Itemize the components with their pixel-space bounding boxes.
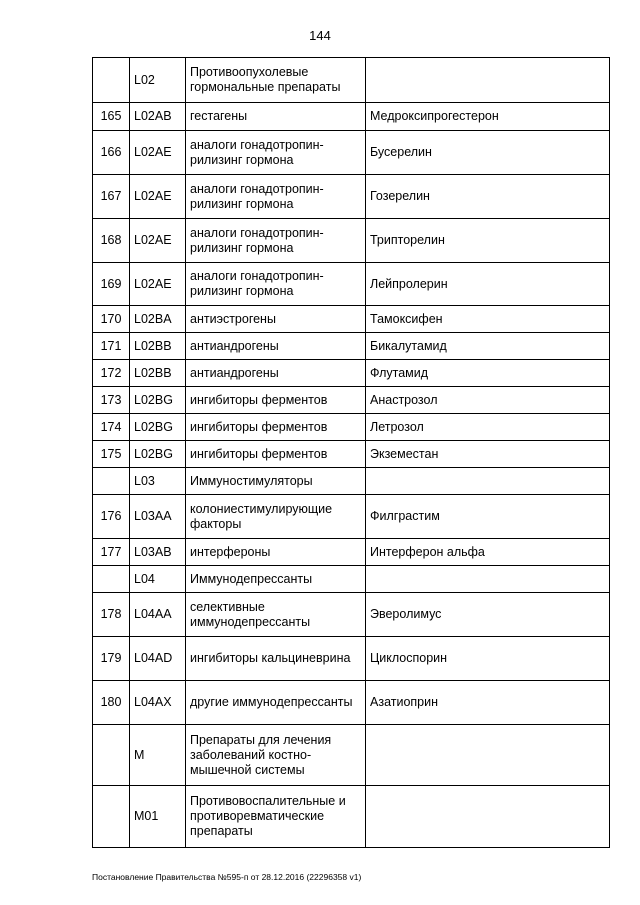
drug-group-cell: антиэстрогены (186, 306, 366, 333)
atc-code-cell: L03AA (130, 495, 186, 539)
drug-group-cell: аналоги гонадотропин-рилизинг гормона (186, 175, 366, 219)
page-number: 144 (309, 28, 331, 43)
atc-code-cell: L02 (130, 58, 186, 103)
drug-group-cell: аналоги гонадотропин-рилизинг гормона (186, 219, 366, 263)
table-row (93, 786, 610, 848)
drug-name-cell: Экземестан (366, 441, 610, 468)
drug-group-cell: ингибиторы ферментов (186, 414, 366, 441)
drug-name-cell (366, 566, 610, 593)
row-number-cell: 166 (93, 131, 130, 175)
drug-name-cell: Бусерелин (366, 131, 610, 175)
row-number-cell: 172 (93, 360, 130, 387)
drug-name-cell: Гозерелин (366, 175, 610, 219)
table-row (93, 306, 610, 333)
drug-group-cell: селективные иммунодепрессанты (186, 593, 366, 637)
drug-group-cell: аналоги гонадотропин-рилизинг гормона (186, 263, 366, 306)
drug-group-cell: интерфероны (186, 539, 366, 566)
drug-group-cell: гестагены (186, 103, 366, 131)
table-row (93, 103, 610, 131)
document-footer: Постановление Правительства №595-п от 28.12.2016 (22296358 v1) (92, 872, 362, 882)
table-row (93, 725, 610, 786)
table-row (93, 681, 610, 725)
atc-code-cell: L02AE (130, 263, 186, 306)
drug-group-cell: антиандрогены (186, 360, 366, 387)
row-number-cell (93, 58, 130, 103)
drug-group-cell: Противовоспалительные и противоревматические препараты (186, 786, 366, 848)
drug-name-cell: Филграстим (366, 495, 610, 539)
drug-name-cell: Циклоспорин (366, 637, 610, 681)
drug-group-cell: ингибиторы ферментов (186, 387, 366, 414)
atc-code-cell: L02BG (130, 414, 186, 441)
table-row (93, 566, 610, 593)
row-number-cell: 179 (93, 637, 130, 681)
atc-code-cell: L04 (130, 566, 186, 593)
atc-code-cell: L02BB (130, 333, 186, 360)
table-row (93, 637, 610, 681)
drug-name-cell: Азатиоприн (366, 681, 610, 725)
table-row (93, 58, 610, 103)
row-number-cell: 167 (93, 175, 130, 219)
table-row (93, 219, 610, 263)
table-row (93, 414, 610, 441)
table-row (93, 360, 610, 387)
atc-code-cell: L02AB (130, 103, 186, 131)
row-number-cell: 171 (93, 333, 130, 360)
table-row (93, 333, 610, 360)
drug-group-cell: Иммунодепрессанты (186, 566, 366, 593)
atc-code-cell: L03 (130, 468, 186, 495)
drug-group-cell: аналоги гонадотропин-рилизинг гормона (186, 131, 366, 175)
atc-code-cell: L04AD (130, 637, 186, 681)
drug-group-cell: антиандрогены (186, 333, 366, 360)
table-row (93, 175, 610, 219)
drug-name-cell (366, 725, 610, 786)
atc-code-cell: L03AB (130, 539, 186, 566)
atc-code-cell: M01 (130, 786, 186, 848)
table-row (93, 263, 610, 306)
atc-code-cell: L04AX (130, 681, 186, 725)
atc-code-cell: L02BA (130, 306, 186, 333)
drug-group-cell: ингибиторы ферментов (186, 441, 366, 468)
drug-group-cell: Иммуностимуляторы (186, 468, 366, 495)
drug-name-cell: Трипторелин (366, 219, 610, 263)
drug-name-cell (366, 468, 610, 495)
row-number-cell: 168 (93, 219, 130, 263)
atc-code-cell: M (130, 725, 186, 786)
row-number-cell: 165 (93, 103, 130, 131)
row-number-cell (93, 725, 130, 786)
row-number-cell (93, 786, 130, 848)
row-number-cell: 169 (93, 263, 130, 306)
drug-group-cell: другие иммунодепрессанты (186, 681, 366, 725)
atc-code-cell: L02AE (130, 131, 186, 175)
table-row (93, 539, 610, 566)
drug-group-cell: ингибиторы кальциневрина (186, 637, 366, 681)
row-number-cell (93, 566, 130, 593)
table-row (93, 131, 610, 175)
drug-name-cell: Интерферон альфа (366, 539, 610, 566)
atc-code-cell: L04AA (130, 593, 186, 637)
drug-name-cell (366, 58, 610, 103)
atc-code-cell: L02BG (130, 441, 186, 468)
atc-code-cell: L02AE (130, 175, 186, 219)
atc-code-cell: L02BB (130, 360, 186, 387)
atc-code-cell: L02AE (130, 219, 186, 263)
drug-name-cell: Бикалутамид (366, 333, 610, 360)
table-row (93, 441, 610, 468)
row-number-cell: 178 (93, 593, 130, 637)
drug-name-cell (366, 786, 610, 848)
drug-group-cell: колониестимулирующие факторы (186, 495, 366, 539)
row-number-cell: 174 (93, 414, 130, 441)
drug-list-table (92, 57, 610, 848)
table-row (93, 387, 610, 414)
drug-name-cell: Эверолимус (366, 593, 610, 637)
row-number-cell: 175 (93, 441, 130, 468)
atc-code-cell: L02BG (130, 387, 186, 414)
row-number-cell: 173 (93, 387, 130, 414)
table-row (93, 495, 610, 539)
drug-name-cell: Тамоксифен (366, 306, 610, 333)
row-number-cell: 180 (93, 681, 130, 725)
drug-name-cell: Летрозол (366, 414, 610, 441)
row-number-cell (93, 468, 130, 495)
drug-group-cell: Препараты для лечения заболеваний костно-мышечной системы (186, 725, 366, 786)
row-number-cell: 170 (93, 306, 130, 333)
row-number-cell: 177 (93, 539, 130, 566)
drug-group-cell: Противоопухолевые гормональные препараты (186, 58, 366, 103)
table-row (93, 593, 610, 637)
row-number-cell: 176 (93, 495, 130, 539)
drug-name-cell: Лейпролерин (366, 263, 610, 306)
drug-name-cell: Медроксипрогестерон (366, 103, 610, 131)
drug-name-cell: Анастрозол (366, 387, 610, 414)
drug-name-cell: Флутамид (366, 360, 610, 387)
table-row (93, 468, 610, 495)
